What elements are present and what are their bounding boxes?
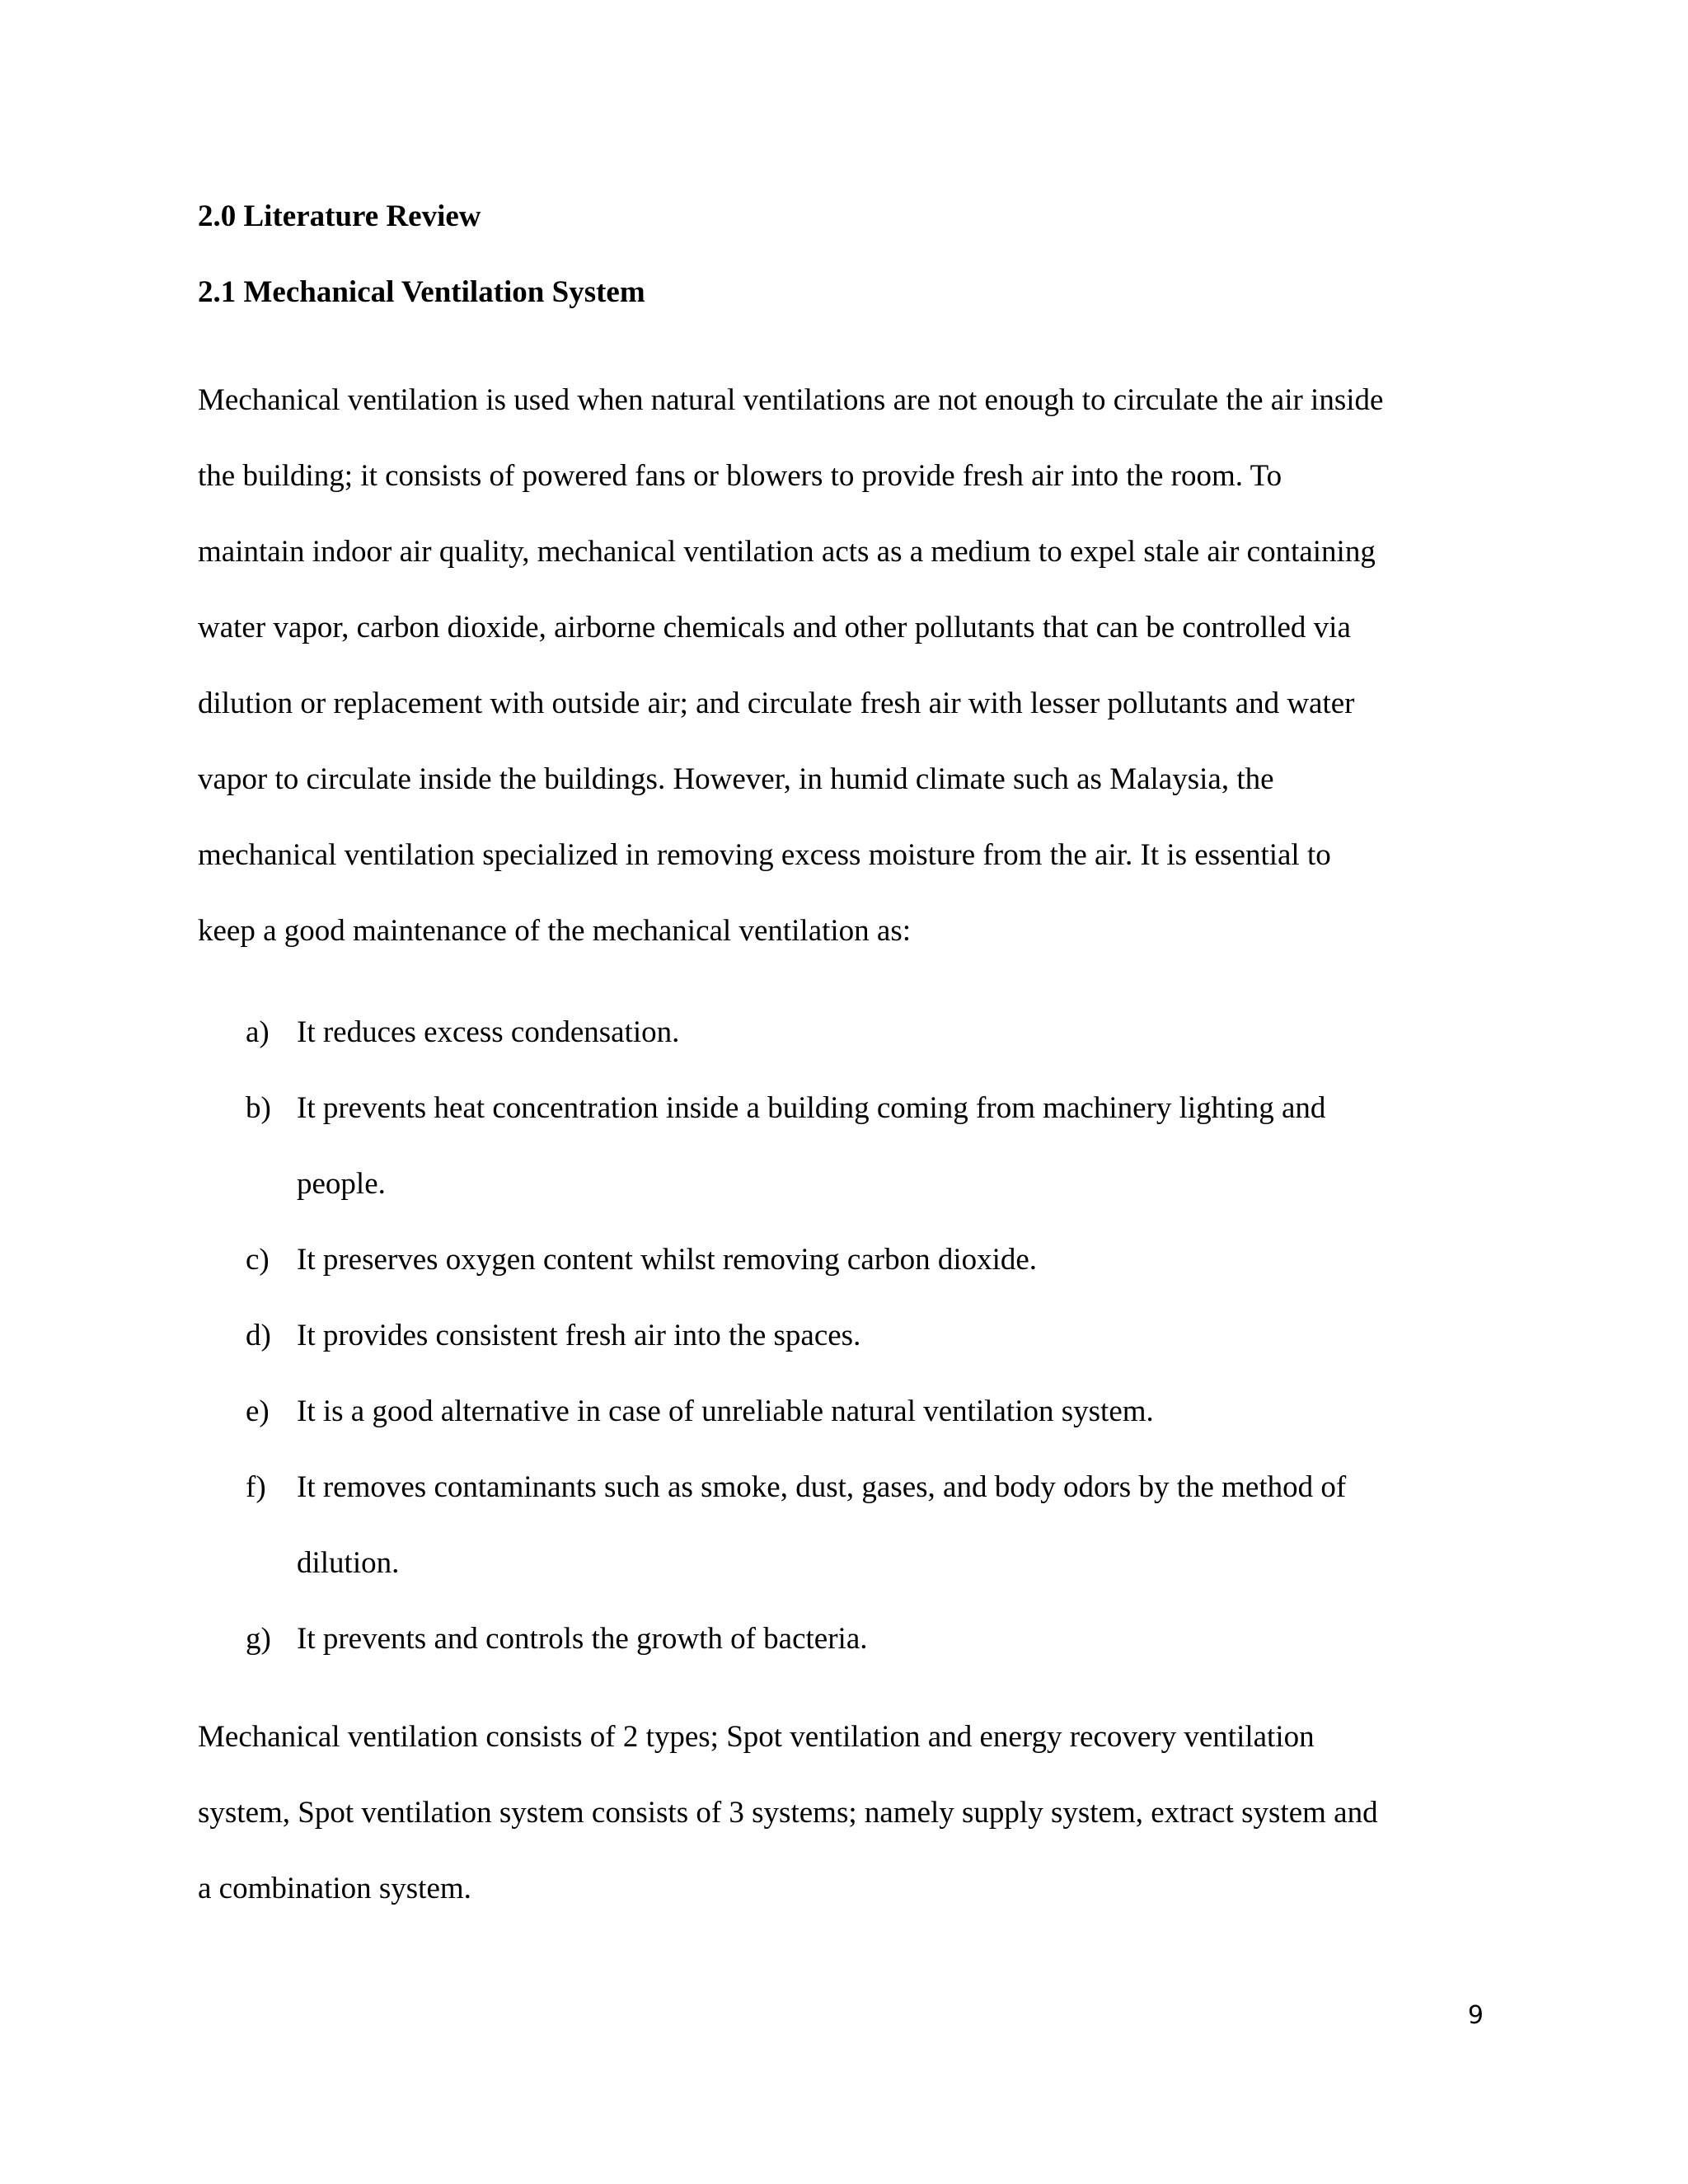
list-item-text: dilution. [297,1546,400,1580]
list-item-text: It prevents and controls the growth of bacteria. [297,1622,868,1656]
list-marker: c) [246,1243,270,1277]
paragraph-line: Mechanical ventilation consists of 2 types; Spot ventilation and energy recovery ventilation [198,1720,1315,1754]
closing-paragraph [198,1699,1517,1927]
list-item [198,1601,1517,1677]
list-marker: e) [246,1394,270,1428]
section-heading: 2.0 Literature Review [198,199,481,233]
list-item [198,995,1517,1071]
paragraph-line: maintain indoor air quality, mechanical ventilation acts as a medium to expel stale air containing [198,535,1376,569]
list-item-text: It preserves oxygen content whilst removing carbon dioxide. [297,1243,1038,1277]
list-marker: b) [246,1091,271,1125]
list-item-text: It provides consistent fresh air into the spaces. [297,1319,861,1352]
list-item [198,1071,1517,1222]
list-item-text: It reduces excess condensation. [297,1015,680,1049]
intro-paragraph [198,363,1517,969]
list-item-text: It prevents heat concentration inside a building coming from machinery lighting and [297,1091,1326,1125]
paragraph-line: system, Spot ventilation system consists of 3 systems; namely supply system, extract system and [198,1796,1378,1830]
paragraph-line: vapor to circulate inside the buildings. However, in humid climate such as Malaysia, the [198,762,1274,796]
paragraph-line: dilution or replacement with outside air; and circulate fresh air with lesser pollutants and water [198,687,1355,720]
list-item-text: It removes contaminants such as smoke, dust, gases, and body odors by the method of [297,1470,1347,1504]
list-item-text: It is a good alternative in case of unreliable natural ventilation system. [297,1394,1154,1428]
paragraph-line: a combination system. [198,1872,471,1905]
benefits-list [198,995,1517,1677]
page-number: 9 [1467,2001,1484,2030]
list-item [198,1374,1517,1450]
paragraph-line: keep a good maintenance of the mechanical ventilation as: [198,914,912,948]
list-marker: d) [246,1319,271,1352]
list-marker: a) [246,1015,270,1049]
paragraph-line: water vapor, carbon dioxide, airborne chemicals and other pollutants that can be controlled via [198,611,1351,644]
paragraph-line: mechanical ventilation specialized in removing excess moisture from the air. It is essential to [198,838,1331,872]
paragraph-line: Mechanical ventilation is used when natural ventilations are not enough to circulate the air inside [198,383,1384,417]
list-item [198,1222,1517,1298]
subsection-heading: 2.1 Mechanical Ventilation System [198,275,645,309]
list-item [198,1298,1517,1374]
list-item-text: people. [297,1167,386,1201]
paragraph-line: the building; it consists of powered fans or blowers to provide fresh air into the room. To [198,459,1282,493]
list-marker: g) [246,1622,271,1656]
list-marker: f) [246,1470,266,1504]
list-item [198,1450,1517,1601]
